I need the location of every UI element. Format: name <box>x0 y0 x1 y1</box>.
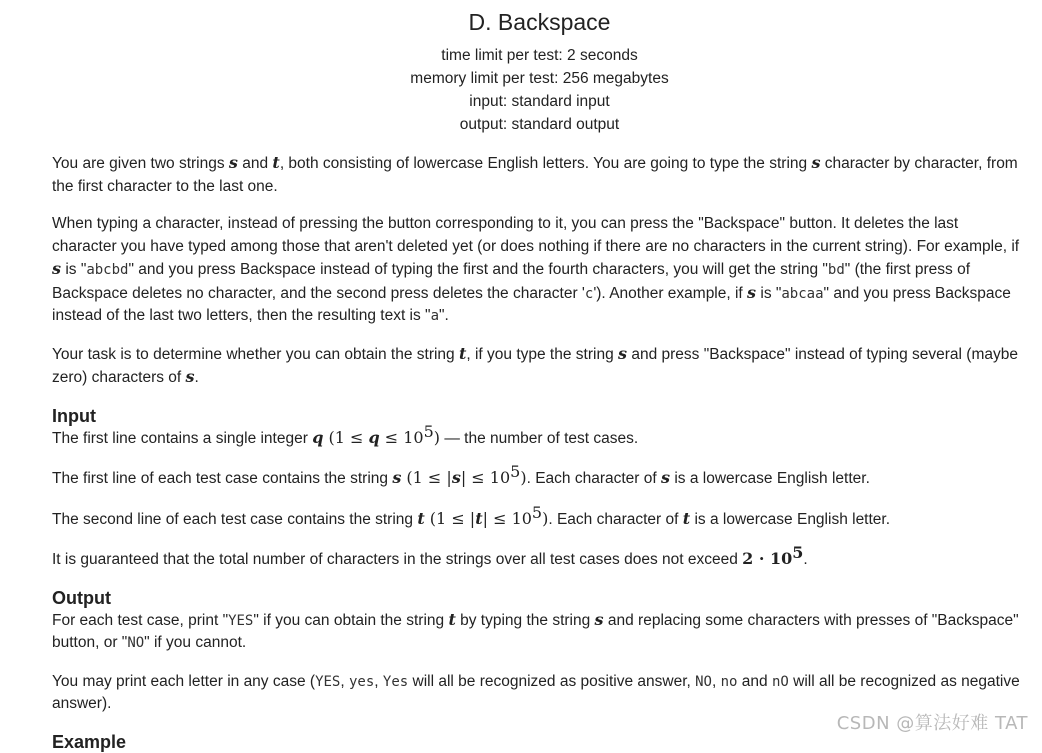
input-line-3: The second line of each test case contains the string t $(1 \le |t| \le 10^5)$. Each character of t is a lowercase English letter. <box>52 502 891 528</box>
problem-title: D. Backspace <box>468 9 611 35</box>
input-section-title: Input <box>52 405 96 426</box>
example-section-title: Example <box>52 731 127 752</box>
input-line-2: The first line of each test case contains the string s $(1 \le |s| \le 10^5)$. Each character of s is a lowercase English letter. <box>52 461 870 487</box>
output-file: output: standard output <box>459 116 620 133</box>
memory-limit: memory limit per test: 256 megabytes <box>410 70 669 87</box>
input-file: input: standard input <box>469 93 610 110</box>
input-line-4: It is guaranteed that the total number of characters in the strings over all test cases does not exceed $2 \cdot 10^5$. <box>52 542 808 568</box>
time-limit: time limit per test: 2 seconds <box>441 47 638 64</box>
output-line-2: You may print each letter in any case (YES, yes, Yes will all be recognized as positive answer, NO, no and nO will all be recognized as negative answer). <box>52 672 1020 712</box>
output-line-1: For each test case, print "YES" if you can obtain the string t by typing the string s and replacing some characters with presses of "Backspace" button, or "NO" if you cannot. <box>52 609 1019 651</box>
csdn-watermark: CSDN @算法好难 TAT <box>836 713 1028 734</box>
legend-paragraph-1: You are given two strings s and t, both consisting of lowercase English letters. You are going to type the string s character by character, from the first character to the last one. <box>52 153 1018 195</box>
legend-paragraph-2: When typing a character, instead of pressing the button corresponding to it, you can press the "Backspace" button. It deletes the last character you have typed among those that aren't deleted yet (or does nothing if there are no characters in the current string). For example, if s is "abcbd" and you press Backspace instead of typing the first and the fourth characters, you will get the string "bd" (the first press of Backspace deletes no character, and the second press deletes the character 'c'). Another example, if s is "abcaa" and you press Backspace instead of the last two letters, then the resulting text is "a". <box>52 215 1020 324</box>
problem-header <box>52 8 1027 136</box>
input-line-1: The first line contains a single integer q $(1 \le q \le 10^5)$ — the number of test cases. <box>52 421 639 447</box>
output-section-title: Output <box>52 587 111 608</box>
legend-paragraph-3: Your task is to determine whether you can obtain the string t, if you type the string s and press "Backspace" instead of typing several (maybe zero) characters of s. <box>52 343 1018 386</box>
problem-statement <box>52 0 1027 753</box>
